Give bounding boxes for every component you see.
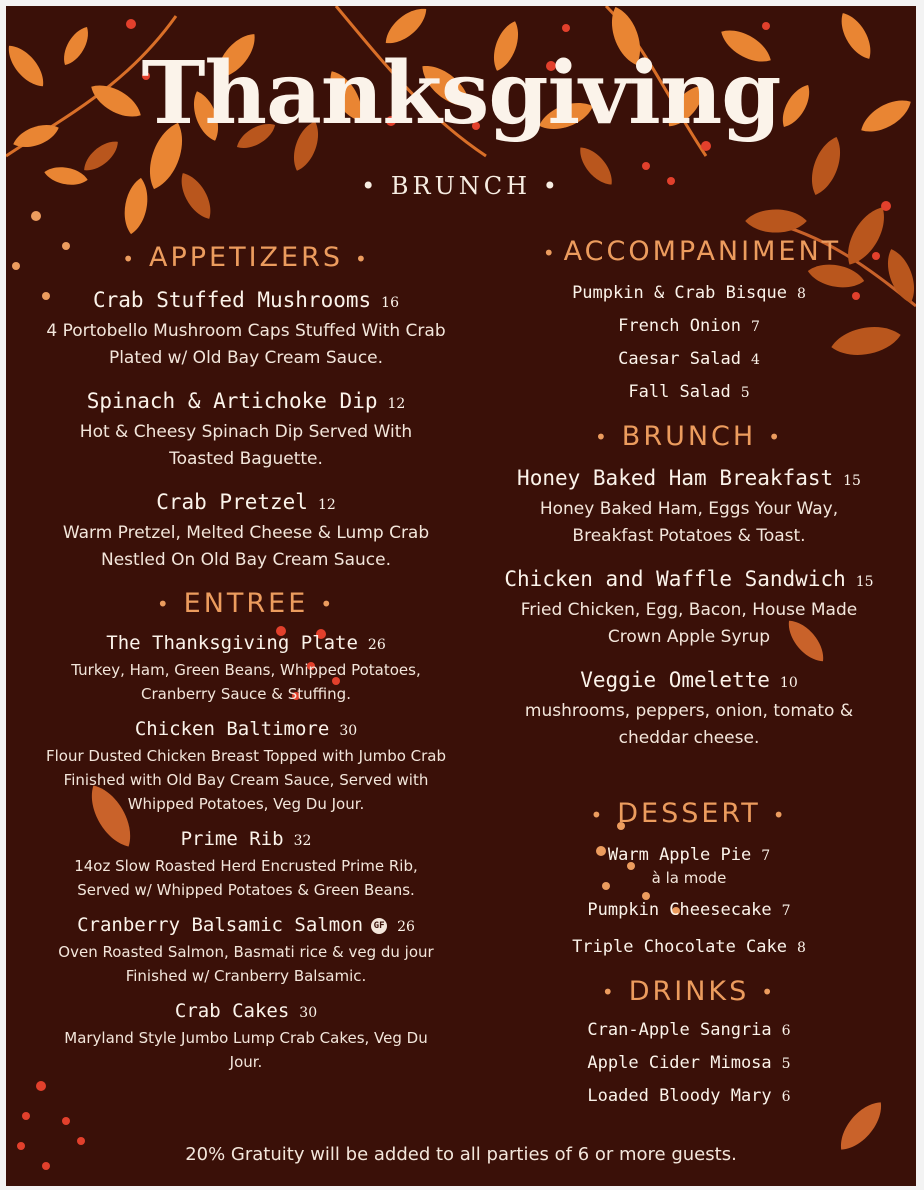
item-price: 16 xyxy=(381,294,399,311)
item-price: 6 xyxy=(781,1089,791,1105)
item-description: Turkey, Ham, Green Beans, Whipped Potatoes, Cranberry Sauce & Stuffing. xyxy=(71,661,421,703)
menu-item xyxy=(26,998,466,1074)
item-price: 8 xyxy=(797,285,806,302)
item-name: Prime Rib xyxy=(180,828,284,850)
item-name: Crab Cakes xyxy=(174,1000,290,1022)
menu-item xyxy=(26,826,466,902)
item-name: Pumpkin & Crab Bisque xyxy=(572,282,787,303)
item-name: Pumpkin Cheesecake xyxy=(587,899,772,920)
menu-item xyxy=(26,912,466,988)
item-name: Spinach & Artichoke Dip xyxy=(86,388,378,413)
menu-item xyxy=(26,487,466,574)
item-price: 7 xyxy=(750,318,760,335)
item-price: 10 xyxy=(779,675,798,691)
item-name: Chicken and Waffle Sandwich xyxy=(504,567,846,591)
item-name: Veggie Omelette xyxy=(580,668,770,692)
item-price: 5 xyxy=(740,384,750,401)
section-heading-dessert: • DESSERT • xyxy=(590,798,788,829)
item-description: 4 Portobello Mushroom Caps Stuffed With Crab Plated w/ Old Bay Cream Sauce. xyxy=(46,320,446,368)
section-heading-drinks: • DRINKS • xyxy=(601,975,777,1007)
menu-item xyxy=(474,931,904,964)
item-price: 15 xyxy=(843,473,861,489)
menu-subtitle: • BRUNCH • xyxy=(361,172,561,200)
item-description: Flour Dusted Chicken Breast Topped with Jumbo Crab Finished with Old Bay Cream Sauce, Served with Whipped Potatoes, Veg Du Jour. xyxy=(45,747,447,813)
item-description: Warm Pretzel, Melted Cheese & Lump Crab Nestled On Old Bay Cream Sauce. xyxy=(62,522,430,570)
menu-item xyxy=(474,564,904,651)
item-price: 6 xyxy=(781,1023,791,1039)
item-name: Cranberry Balsamic Salmon xyxy=(77,914,364,936)
item-name: Honey Baked Ham Breakfast xyxy=(517,466,834,490)
item-name: French Onion xyxy=(618,315,741,336)
item-description: Honey Baked Ham, Eggs Your Way, Breakfast Potatoes & Toast. xyxy=(539,499,839,546)
menu-item xyxy=(474,310,904,343)
item-price: 26 xyxy=(397,919,415,935)
menu-item xyxy=(474,1047,904,1080)
item-description: Fried Chicken, Egg, Bacon, House Made Crown Apple Syrup xyxy=(520,600,858,647)
item-name: Triple Chocolate Cake xyxy=(572,936,787,957)
menu-item xyxy=(26,386,466,473)
item-price: 12 xyxy=(317,496,336,513)
menu-title: Thanksgiving xyxy=(141,43,781,144)
item-price: 8 xyxy=(797,939,806,956)
item-price: 15 xyxy=(855,574,874,590)
menu-item xyxy=(26,630,466,706)
item-name: Cran-Apple Sangria xyxy=(587,1020,772,1040)
menu-item xyxy=(474,463,904,550)
item-description: Oven Roasted Salmon, Basmati rice & veg du jour Finished w/ Cranberry Balsamic. xyxy=(58,943,434,985)
menu-item xyxy=(26,285,466,372)
menu-page xyxy=(6,6,916,1186)
item-note: à la mode xyxy=(651,868,727,887)
item-name: Apple Cider Mimosa xyxy=(587,1053,772,1073)
item-name: Caesar Salad xyxy=(618,348,741,369)
item-price: 30 xyxy=(299,1005,318,1021)
item-price: 12 xyxy=(387,395,406,412)
item-description: Hot & Cheesy Spinach Dip Served With Toasted Baguette. xyxy=(79,421,413,469)
section-heading-appetizers: • APPETIZERS • xyxy=(122,242,370,273)
item-description: 14oz Slow Roasted Herd Encrusted Prime Rib, Served w/ Whipped Potatoes & Green Beans. xyxy=(74,857,418,899)
menu-item xyxy=(474,343,904,376)
menu-item xyxy=(474,277,904,310)
item-name: Fall Salad xyxy=(628,381,731,402)
menu-item xyxy=(474,894,904,927)
menu-item xyxy=(26,716,466,816)
menu-subtitle-text: BRUNCH xyxy=(390,172,532,200)
item-price: 26 xyxy=(367,637,386,653)
menu-item xyxy=(474,376,904,409)
gratuity-note: 20% Gratuity will be added to all parties of 6 or more guests. xyxy=(185,1144,737,1165)
item-price: 5 xyxy=(781,1056,791,1072)
item-description: mushrooms, peppers, onion, tomato & cheddar cheese. xyxy=(524,701,854,748)
menu-item xyxy=(474,1080,904,1113)
right-column xyxy=(474,232,904,1113)
item-price: 7 xyxy=(781,902,791,919)
left-column xyxy=(26,238,466,1074)
item-price: 4 xyxy=(750,351,760,368)
item-price: 32 xyxy=(293,833,312,849)
item-price: 30 xyxy=(339,723,358,739)
menu-item xyxy=(474,1014,904,1047)
item-price: 7 xyxy=(761,847,771,864)
item-name: Chicken Baltimore xyxy=(134,718,330,740)
item-name: Crab Pretzel xyxy=(156,489,308,514)
item-name: Loaded Bloody Mary xyxy=(587,1086,772,1106)
section-heading-entree: • ENTREE • xyxy=(156,587,336,619)
section-heading-accompaniment: • ACCOMPANIMENT xyxy=(542,236,842,267)
menu-item xyxy=(474,665,904,752)
item-name: Warm Apple Pie xyxy=(607,844,752,865)
section-heading-brunch: • BRUNCH • xyxy=(595,420,783,452)
gluten-free-badge: GF xyxy=(371,918,387,934)
item-description: Maryland Style Jumbo Lump Crab Cakes, Veg Du Jour. xyxy=(64,1029,428,1071)
item-name: The Thanksgiving Plate xyxy=(106,632,358,654)
item-name: Crab Stuffed Mushrooms xyxy=(93,287,372,312)
